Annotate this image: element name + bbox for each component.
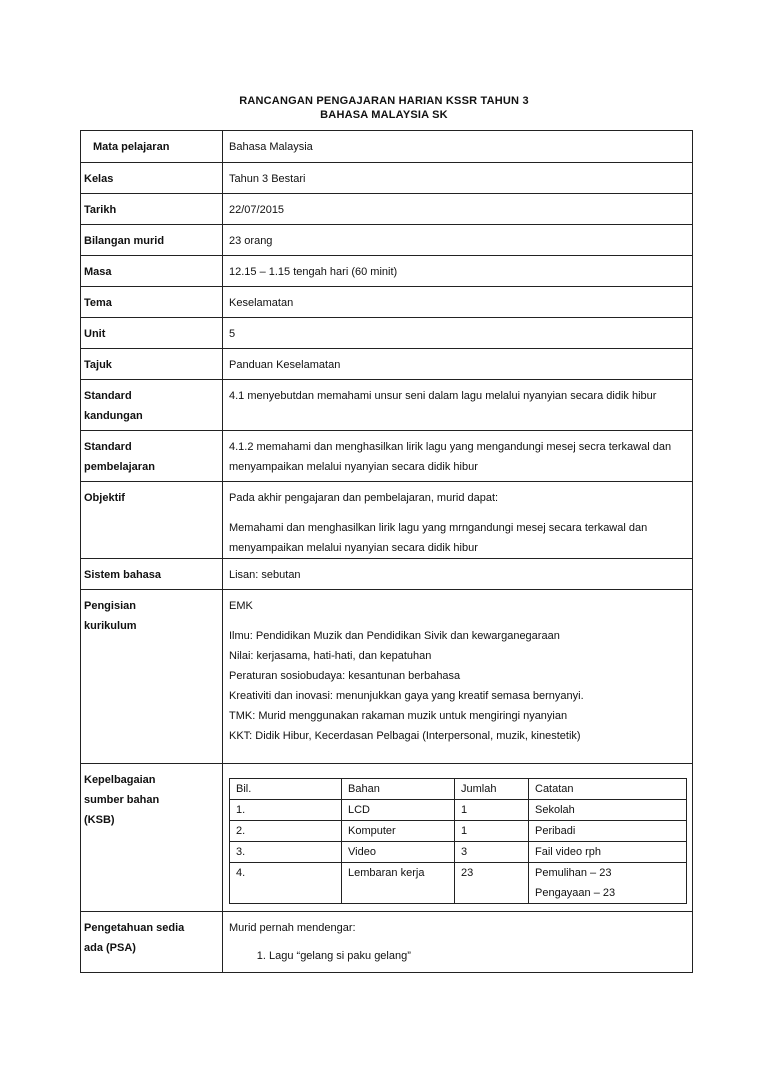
label-standard-pembelajaran-line2: pembelajaran: [84, 461, 155, 473]
value-bilangan-murid: 23 orang: [223, 225, 693, 256]
pengisian-emk: EMK: [229, 600, 253, 612]
label-ksb-line1: Kepelbagaian: [84, 774, 156, 786]
row-psa: [81, 912, 693, 973]
ksb-cell-catatan: [529, 863, 687, 904]
pengisian-tmk: TMK: Murid menggunakan rakaman muzik untuk mengiringi nyanyian: [229, 710, 568, 722]
value-kelas: Tahun 3 Bestari: [223, 163, 693, 194]
ksb-cell-jumlah: 1: [455, 800, 529, 821]
ksb-table: [229, 778, 687, 904]
pengisian-ilmu: Ilmu: Pendidikan Muzik dan Pendidikan Sivik dan kewarganegaraan: [229, 630, 560, 642]
label-kelas: Kelas: [81, 163, 223, 194]
row-tarikh: [81, 194, 693, 225]
label-ksb: [81, 764, 223, 912]
objektif-line2: menyampaikan melalui nyanyian secara didik hibur: [229, 542, 478, 554]
document-title: [0, 94, 768, 122]
label-masa: Masa: [81, 256, 223, 287]
objektif-intro: Pada akhir pengajaran dan pembelajaran, murid dapat:: [229, 492, 499, 504]
psa-intro: Murid pernah mendengar:: [229, 922, 356, 934]
value-pengisian-kurikulum: [223, 590, 693, 764]
label-bilangan-murid: Bilangan murid: [81, 225, 223, 256]
value-standard-pembelajaran: [223, 431, 693, 482]
ksb-header-bahan: Bahan: [342, 779, 455, 800]
pengisian-peraturan: Peraturan sosiobudaya: kesantunan berbahasa: [229, 670, 461, 682]
ksb-cell-bahan: Komputer: [342, 821, 455, 842]
ksb-header-row: [230, 779, 687, 800]
ksb-cell-jumlah: 23: [455, 863, 529, 904]
label-psa-line2: ada (PSA): [84, 942, 136, 954]
ksb-cell-jumlah: 1: [455, 821, 529, 842]
psa-list: [229, 946, 692, 966]
label-pengisian-kurikulum: [81, 590, 223, 764]
objektif-line1: Memahami dan menghasilkan lirik lagu yang mrngandungi mesej secara terkawal dan: [229, 522, 648, 534]
label-standard-kandungan-line1: Standard: [84, 390, 132, 402]
label-standard-kandungan: [81, 380, 223, 431]
row-tema: [81, 287, 693, 318]
row-tajuk: [81, 349, 693, 380]
label-tajuk: Tajuk: [81, 349, 223, 380]
ksb-header-bil: Bil.: [230, 779, 342, 800]
value-psa: [223, 912, 693, 973]
row-pengisian-kurikulum: [81, 590, 693, 764]
row-masa: [81, 256, 693, 287]
ksb-cell-bahan: Lembaran kerja: [342, 863, 455, 904]
lesson-plan-table: [80, 130, 693, 973]
standard-pembelajaran-line1: 4.1.2 memahami dan menghasilkan lirik lagu yang mengandungi mesej secra terkawal dan: [229, 441, 672, 453]
value-sistem-bahasa: Lisan: sebutan: [223, 559, 693, 590]
ksb-cell-catatan: Sekolah: [529, 800, 687, 821]
value-tema: Keselamatan: [223, 287, 693, 318]
row-mata-pelajaran: [81, 131, 693, 163]
value-tajuk: Panduan Keselamatan: [223, 349, 693, 380]
value-mata-pelajaran: Bahasa Malaysia: [223, 131, 693, 163]
ksb-cell-bil: 3.: [230, 842, 342, 863]
row-objektif: [81, 482, 693, 559]
label-ksb-line3: (KSB): [84, 814, 115, 826]
ksb-cell-catatan: Peribadi: [529, 821, 687, 842]
row-unit: [81, 318, 693, 349]
label-standard-kandungan-line2: kandungan: [84, 410, 143, 422]
ksb-cell-bil: 1.: [230, 800, 342, 821]
row-standard-pembelajaran: [81, 431, 693, 482]
label-sistem-bahasa: Sistem bahasa: [81, 559, 223, 590]
value-objektif: [223, 482, 693, 559]
ksb-cell-bahan: LCD: [342, 800, 455, 821]
row-standard-kandungan: [81, 380, 693, 431]
value-standard-kandungan: 4.1 menyebutdan memahami unsur seni dalam lagu melalui nyanyian secara didik hibur: [223, 380, 693, 431]
row-ksb: [81, 764, 693, 912]
ksb-cell-bahan: Video: [342, 842, 455, 863]
list-item: 1. Lagu “gelang si paku gelang”: [269, 946, 692, 966]
label-mata-pelajaran: Mata pelajaran: [81, 131, 223, 163]
row-kelas: [81, 163, 693, 194]
title-line-2: BAHASA MALAYSIA SK: [320, 109, 448, 121]
ksb-catatan-pengayaan: Pengayaan – 23: [535, 887, 616, 899]
ksb-header-catatan: Catatan: [529, 779, 687, 800]
value-tarikh: 22/07/2015: [223, 194, 693, 225]
pengisian-nilai: Nilai: kerjasama, hati-hati, dan kepatuhan: [229, 650, 432, 662]
title-line-1: RANCANGAN PENGAJARAN HARIAN KSSR TAHUN 3: [239, 95, 529, 107]
ksb-cell-bil: 2.: [230, 821, 342, 842]
value-unit: 5: [223, 318, 693, 349]
table-row: [230, 863, 687, 904]
ksb-cell-jumlah: 3: [455, 842, 529, 863]
label-standard-pembelajaran-line1: Standard: [84, 441, 132, 453]
table-row: [230, 842, 687, 863]
label-ksb-line2: sumber bahan: [84, 794, 160, 806]
value-masa: 12.15 – 1.15 tengah hari (60 minit): [223, 256, 693, 287]
ksb-cell-bil: 4.: [230, 863, 342, 904]
row-sistem-bahasa: [81, 559, 693, 590]
pengisian-kreativiti: Kreativiti dan inovasi: menunjukkan gaya yang kreatif semasa bernyanyi.: [229, 690, 584, 702]
ksb-catatan-pemulihan: Pemulihan – 23: [535, 867, 612, 879]
label-objektif: Objektif: [81, 482, 223, 559]
standard-pembelajaran-line2: menyampaikan melalui nyanyian secara didik hibur: [229, 461, 478, 473]
label-psa-line1: Pengetahuan sedia: [84, 922, 185, 934]
value-ksb: [223, 764, 693, 912]
label-standard-pembelajaran: [81, 431, 223, 482]
table-row: [230, 800, 687, 821]
table-row: [230, 821, 687, 842]
ksb-cell-catatan: Fail video rph: [529, 842, 687, 863]
label-tarikh: Tarikh: [81, 194, 223, 225]
label-unit: Unit: [81, 318, 223, 349]
row-bilangan-murid: [81, 225, 693, 256]
label-psa: [81, 912, 223, 973]
label-tema: Tema: [81, 287, 223, 318]
pengisian-kkt: KKT: Didik Hibur, Kecerdasan Pelbagai (Interpersonal, muzik, kinestetik): [229, 730, 581, 742]
label-pengisian-line2: kurikulum: [84, 620, 137, 632]
ksb-header-jumlah: Jumlah: [455, 779, 529, 800]
label-pengisian-line1: Pengisian: [84, 600, 136, 612]
